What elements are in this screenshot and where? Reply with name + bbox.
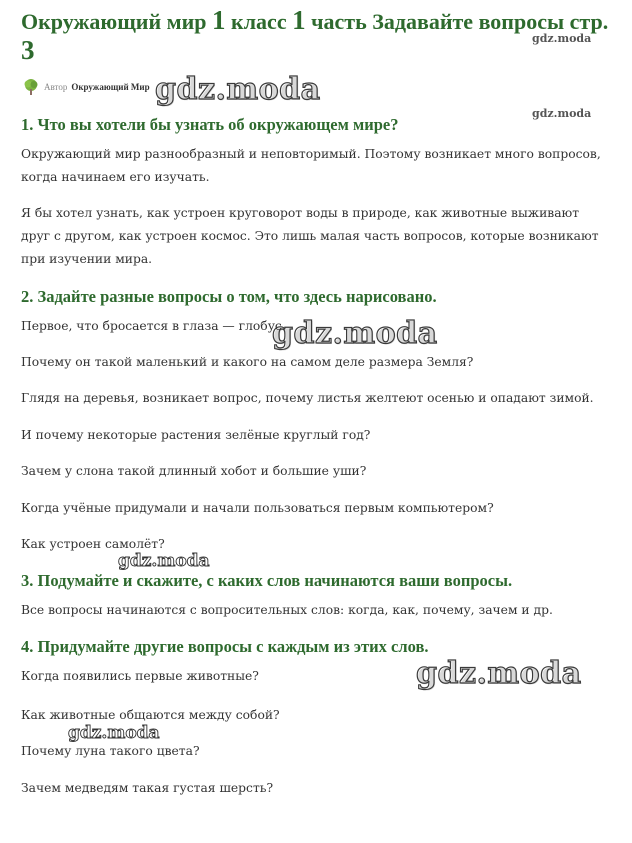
watermark-medium-1: gdz.moda — [118, 551, 210, 571]
section-2-paragraph-3: Глядя на деревья, возникает вопрос, почему листья желтеют осенью и опадают зимой. — [21, 391, 594, 405]
section-2-heading: 2. Задайте разные вопросы о том, что здесь нарисовано. — [21, 287, 437, 306]
section-3-paragraph-1: Все вопросы начинаются с вопросительных слов: когда, как, почему, зачем и др. — [21, 603, 553, 617]
tree-icon — [22, 78, 40, 96]
section-4-heading: 4. Придумайте другие вопросы с каждым из этих слов. — [21, 637, 429, 656]
watermark-large-2: gdz.moda — [272, 316, 438, 351]
watermark-small-2: gdz.moda — [532, 107, 592, 120]
watermark-large-1: gdz.moda — [155, 72, 321, 107]
author-line — [22, 78, 150, 96]
section-2-paragraph-2: Почему он такой маленький и какого на самом деле размера Земля? — [21, 355, 474, 369]
page-title: Окружающий мир 1 класс 1 часть Задавайте вопросы стр. 3 — [21, 5, 609, 65]
author-link[interactable]: Окружающий Мир — [71, 82, 150, 92]
section-1-paragraph-2: Я бы хотел узнать, как устроен круговорот воды в природе, как животные выживают друг с другом, как устроен космос. Это лишь малая часть вопросов, которые возникают при изучении мира. — [21, 206, 599, 266]
section-1-paragraph-1: Окружающий мир разнообразный и неповторимый. Поэтому возникает много вопросов, когда начинаем его изучать. — [21, 147, 601, 184]
section-2-paragraph-1: Первое, что бросается в глаза — глобус. — [21, 319, 286, 333]
section-2-paragraph-7: Как устроен самолёт? — [21, 537, 165, 551]
watermark-medium-2: gdz.moda — [68, 723, 160, 743]
author-label: Автор — [44, 82, 68, 92]
section-4-paragraph-2: Как животные общаются между собой? — [21, 708, 280, 722]
section-4-paragraph-4: Зачем медведям такая густая шерсть? — [21, 781, 274, 795]
section-3-heading: 3. Подумайте и скажите, с каких слов начинаются ваши вопросы. — [21, 571, 513, 590]
watermark-small-1: gdz.moda — [532, 32, 592, 45]
section-2-paragraph-4: И почему некоторые растения зелёные круглый год? — [21, 428, 371, 442]
section-2-paragraph-5: Зачем у слона такой длинный хобот и большие уши? — [21, 464, 367, 478]
watermark-large-3: gdz.moda — [416, 656, 582, 691]
section-4-paragraph-1: Когда появились первые животные? — [21, 669, 259, 683]
section-4-paragraph-3: Почему луна такого цвета? — [21, 744, 200, 758]
section-1-heading: 1. Что вы хотели бы узнать об окружающем мире? — [21, 115, 399, 134]
section-2-paragraph-6: Когда учёные придумали и начали пользоваться первым компьютером? — [21, 501, 494, 515]
